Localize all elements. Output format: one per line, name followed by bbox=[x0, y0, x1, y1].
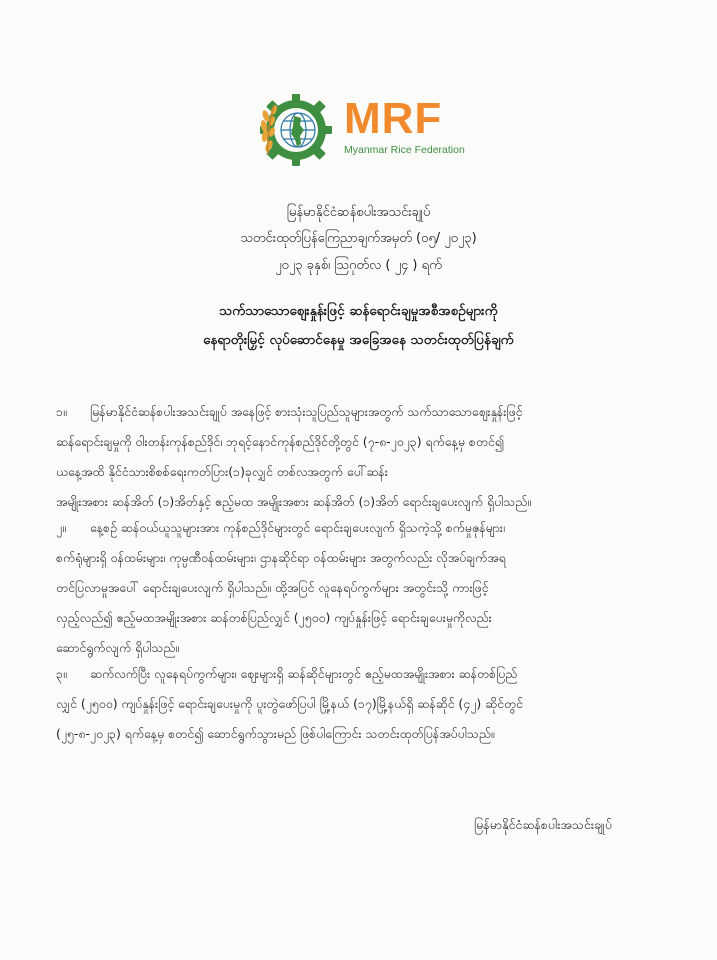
paragraph-line: ဆောင်ရွက်လျက် ရှိပါသည်။ bbox=[56, 640, 180, 655]
paragraph-line: အမျိုးအစား ဆန်အိတ် (၁)အိတ်နှင့် ဧည့်မထ အမျိုးအစား ဆန်အိတ် (၁)အိတ် ရောင်းချပေးလျက် ရှိပါသည်။ bbox=[56, 494, 532, 509]
logo-subtitle: Myanmar Rice Federation bbox=[344, 144, 465, 156]
announcement-date: ၂၀၂၃ ခုနှစ်၊ ဩဂုတ်လ ( ၂၄ ) ရက် bbox=[275, 258, 442, 273]
paragraph-1 bbox=[56, 397, 656, 517]
paragraph-number: ၂။ bbox=[56, 520, 66, 535]
paragraph-line bbox=[56, 397, 656, 427]
paragraph-number: ၁။ bbox=[56, 404, 67, 419]
paragraph-line: လှည့်လည်၍ ဧည့်မထအမျိုးအစား ဆန်တစ်ပြည်လျှင် (၂၅၀၀) ကျပ်နှုန်းဖြင့် ရောင်းချပေးမှုကိုလည်း bbox=[56, 610, 492, 625]
paragraph-line: (၂၅-၈-၂၀၂၃) ရက်နေ့မှ စတင်၍ ဆောင်ရွက်သွားမည် ဖြစ်ပါကြောင်း သတင်းထုတ်ပြန်အပ်ပါသည်။ bbox=[56, 726, 495, 741]
paragraph-line: စက်ရုံများရှိ ဝန်ထမ်းများ၊ ကုမ္ပဏီဝန်ထမ်းများ၊ ဌာနဆိုင်ရာ ဝန်ထမ်းများ အတွက်လည်း လိုအပ်ချက်အရ bbox=[56, 550, 506, 565]
announcement-number: သတင်းထုတ်ပြန်ကြေညာချက်အမှတ် (၀၅/ ၂၀၂၃) bbox=[240, 231, 477, 246]
paragraph-line: ဆန်ရောင်းချမှုကို ဝါးတန်းကုန်စည်ဒိုင်၊ ဘုရင့်နောင်ကုန်စည်ဒိုင်တို့တွင် (၇-၈-၂၀၂၃) ရက်နေ့မှ စတင်၍ bbox=[56, 434, 505, 449]
document-title-line-2: နေရာတိုးမြှင့် လုပ်ဆောင်နေမှု အခြေအနေ သတင်းထုတ်ပြန်ချက် bbox=[203, 332, 514, 348]
paragraph-line: လျှင် (၂၅၀၀) ကျပ်နှုန်းဖြင့် ရောင်းချပေးမှုကို ပူးတွဲဖော်ပြပါ မြို့နယ် (၁၇)မြို့နယ်ရှိ ဆန်ဆိုင် (၄၂) ဆိုင်တွင် bbox=[56, 696, 523, 711]
signature-organization: မြန်မာနိုင်ငံဆန်စပါးအသင်းချုပ် bbox=[474, 817, 612, 832]
document-title-line-1: သက်သာသောဈေးနှုန်းဖြင့် ဆန်ရောင်းချမှုအစီအစဉ်များကို bbox=[219, 303, 498, 319]
logo-wordmark: MRF bbox=[344, 94, 443, 143]
paragraph-text: ဆက်လက်ပြီး လူနေရပ်ကွက်များ၊ ဈေးများရှိ ဆန်ဆိုင်များတွင် ဧည့်မထအမျိုးအစား ဆန်တစ်ပြည် bbox=[90, 666, 518, 681]
mrf-logo bbox=[254, 92, 464, 168]
organization-name: မြန်မာနိုင်ငံဆန်စပါးအသင်းချုပ် bbox=[286, 205, 431, 220]
paragraph-line: ယနေ့အထိ နိုင်ငံသားစိစစ်ရေးကတ်ပြား(၁)ခုလျှင် တစ်လအတွက် ပေါ်ဆန်း bbox=[56, 464, 388, 479]
paragraph-text: မြန်မာနိုင်ငံဆန်စပါးအသင်းချုပ် အနေဖြင့် စားသုံးသူပြည်သူများအတွက် သက်သာသောဈေးနှုန်းဖြင့် bbox=[90, 404, 523, 419]
paragraph-3 bbox=[56, 659, 656, 749]
paragraph-text: နေ့စဉ် ဆန်ဝယ်ယူသူများအား ကုန်စည်ဒိုင်များတွင် ရောင်းချပေးလျက် ရှိသကဲ့သို့ စက်မှုဇုန်များ၊ bbox=[90, 520, 505, 535]
rice-gear-icon bbox=[254, 92, 334, 168]
paragraph-number: ၃။ bbox=[56, 666, 67, 681]
paragraph-2 bbox=[56, 513, 656, 663]
paragraph-line bbox=[56, 513, 656, 543]
paragraph-line bbox=[56, 659, 656, 689]
paragraph-line: တင်ပြလာမှုအပေါ် ရောင်းချပေးလျက် ရှိပါသည်။ ထို့အပြင် လူနေရပ်ကွက်များ အတွင်းသို့ ကားဖြင့် bbox=[56, 580, 489, 595]
